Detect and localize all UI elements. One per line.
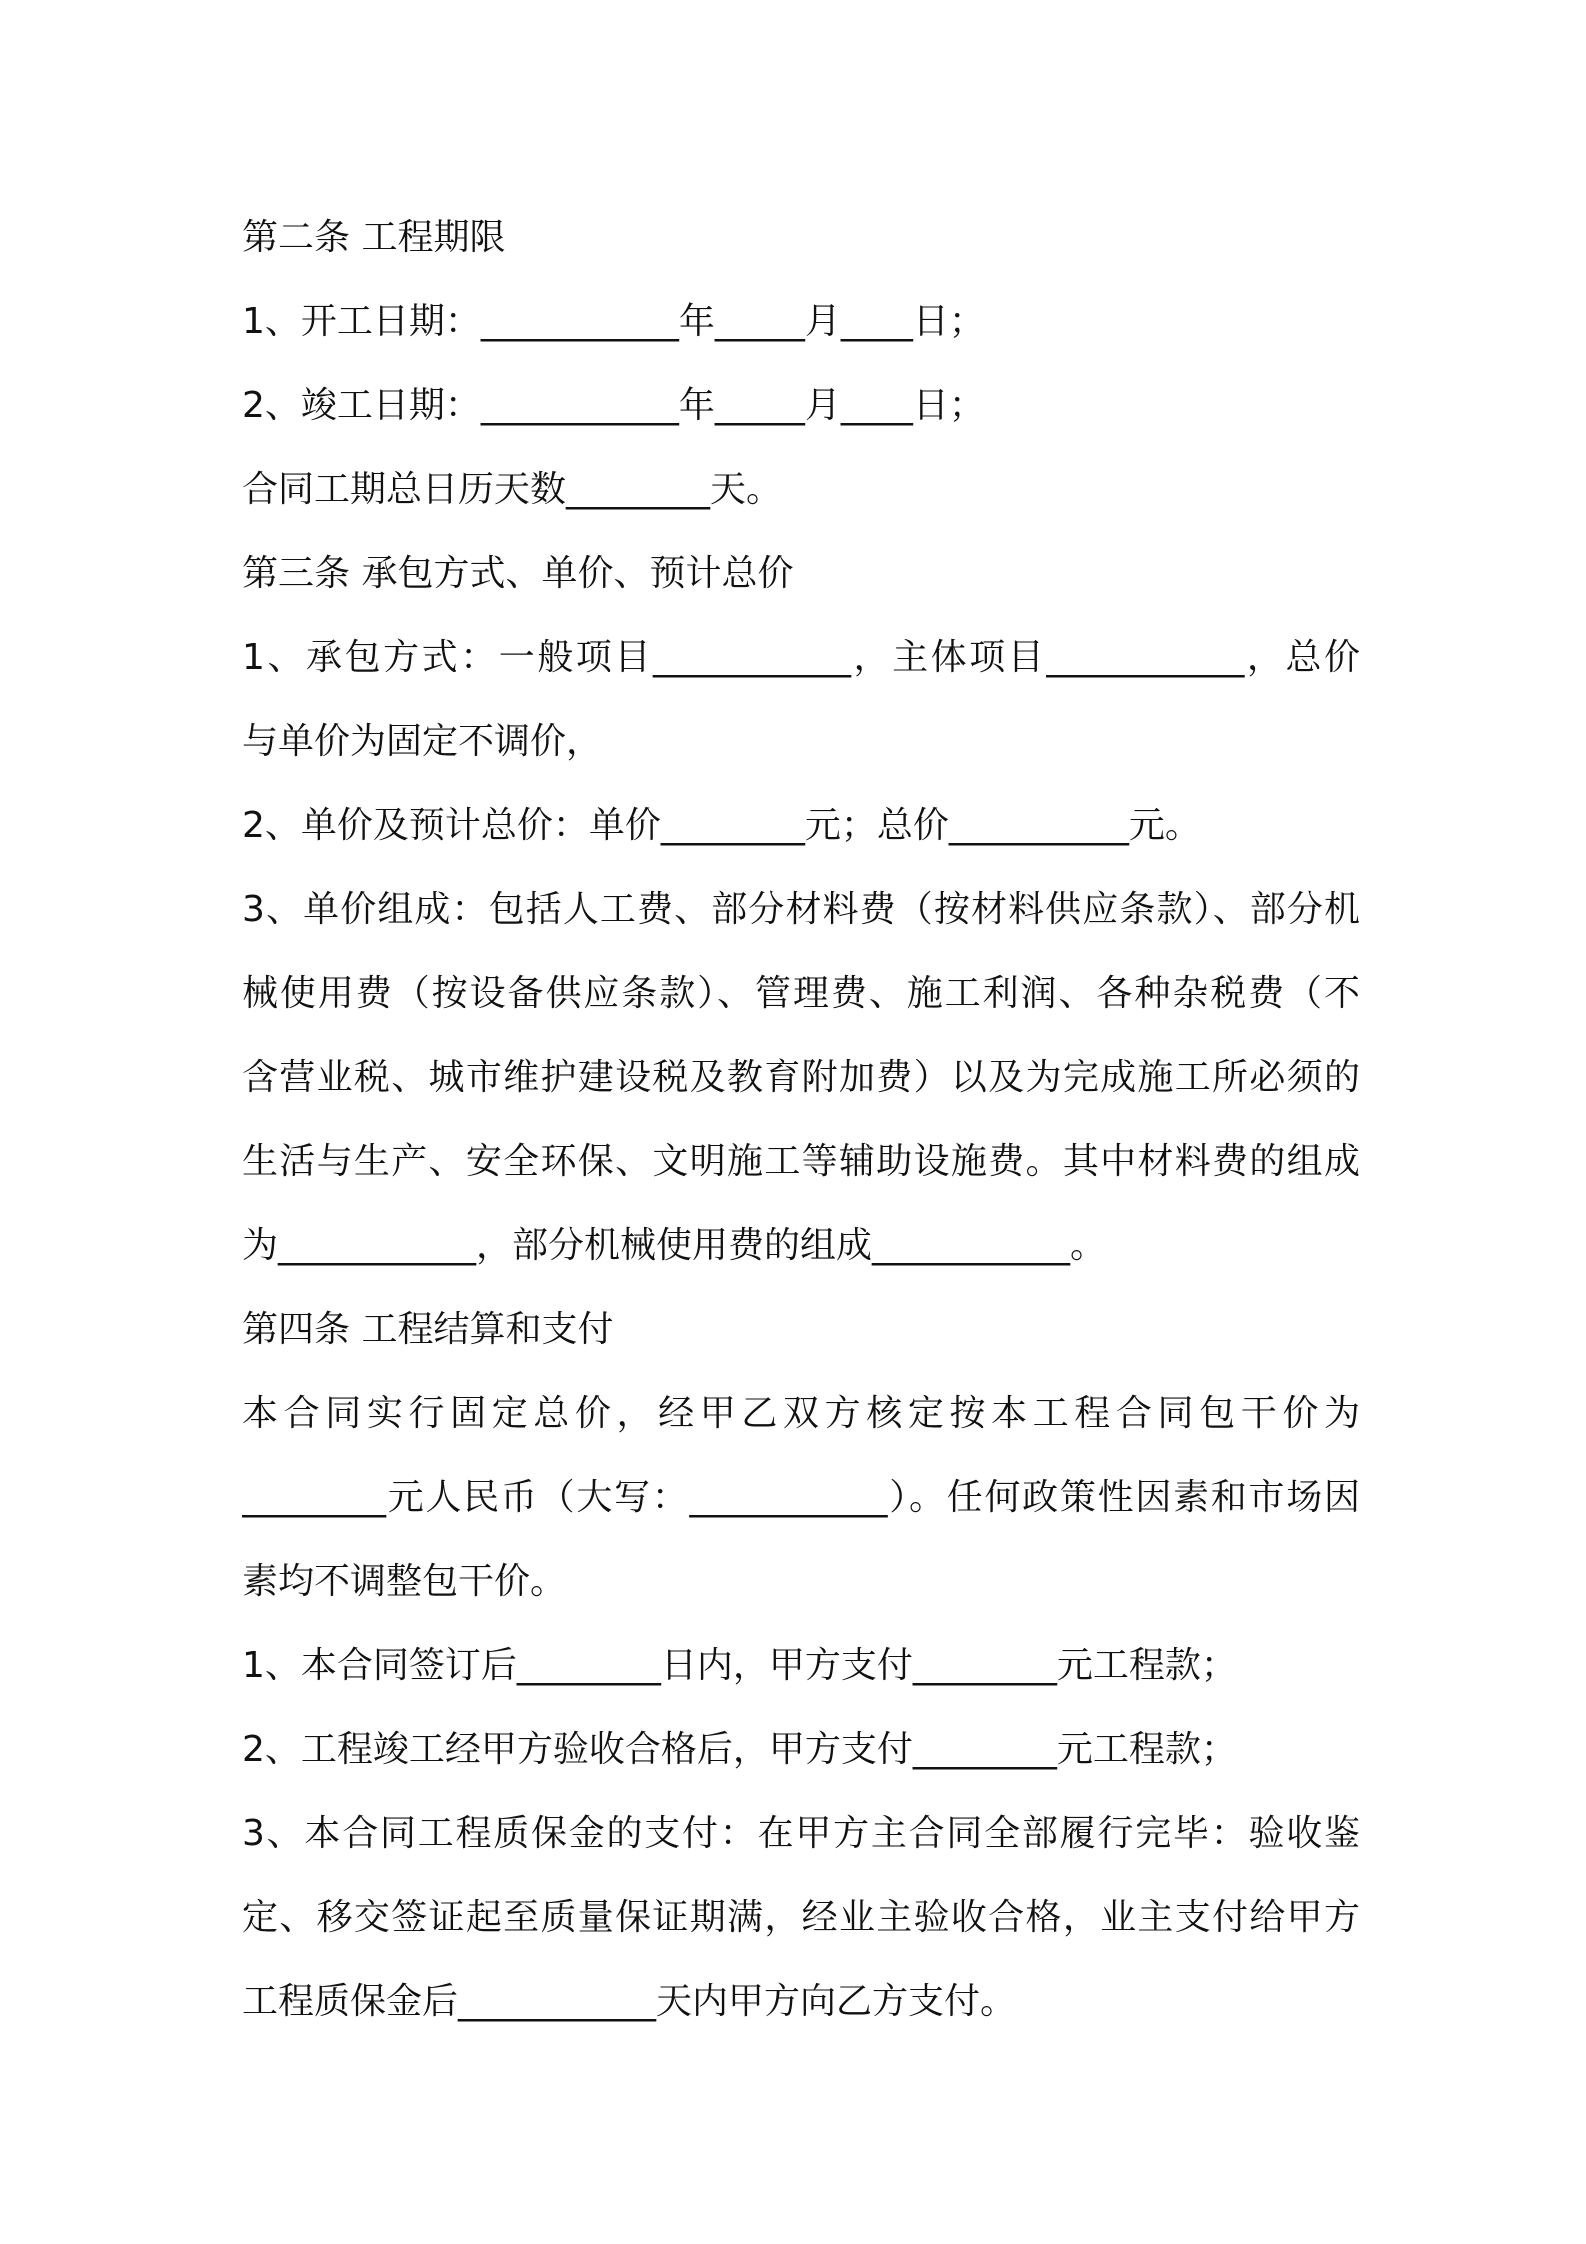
article-2-heading: 第二条 工程期限 [242, 217, 506, 258]
article-3-heading: 第三条 承包方式、单价、预计总价 [242, 553, 794, 594]
settlement-paragraph-line-3: 素均不调整包干价。 [242, 1561, 567, 1602]
price-composition-line-4: 生活与生产、安全环保、文明施工等辅助设施费。其中材料费的组成 [242, 1141, 1360, 1182]
start-date-line: 1、开工日期：___________年_____月____日； [242, 301, 985, 342]
payment-item-3-line-3: 工程质保金后___________天内甲方向乙方支付。 [242, 1981, 1017, 2022]
payment-item-3-line-1: 3、本合同工程质保金的支付：在甲方主合同全部履行完毕：验收鉴 [242, 1813, 1360, 1854]
article-4-heading: 第四条 工程结算和支付 [242, 1309, 614, 1350]
contract-method-line: 1、承包方式：一般项目___________，主体项目___________，总价 [242, 637, 1360, 678]
payment-item-2: 2、工程竣工经甲方验收合格后，甲方支付________元工程款； [242, 1729, 1237, 1770]
document-body [242, 196, 1360, 2044]
payment-item-1: 1、本合同签订后________日内，甲方支付________元工程款； [242, 1645, 1237, 1686]
total-days-line: 合同工期总日历天数________天。 [242, 469, 783, 510]
unit-price-line: 2、单价及预计总价：单价________元；总价__________元。 [242, 805, 1201, 846]
settlement-paragraph-line-1: 本合同实行固定总价，经甲乙双方核定按本工程合同包干价为 [242, 1393, 1360, 1434]
contract-method-line-cont: 与单价为固定不调价， [242, 721, 603, 762]
price-composition-line-2: 械使用费（按设备供应条款）、管理费、施工利润、各种杂税费（不 [242, 973, 1360, 1014]
price-composition-line-5: 为___________，部分机械使用费的组成___________。 [242, 1225, 1107, 1266]
completion-date-line: 2、竣工日期：___________年_____月____日； [242, 385, 985, 426]
price-composition-line-1: 3、单价组成：包括人工费、部分材料费（按材料供应条款）、部分机 [242, 889, 1360, 930]
settlement-paragraph-line-2: ________元人民币（大写：___________）。任何政策性因素和市场因 [242, 1477, 1360, 1518]
payment-item-3-line-2: 定、移交签证起至质量保证期满，经业主验收合格，业主支付给甲方 [242, 1897, 1360, 1938]
price-composition-line-3: 含营业税、城市维护建设税及教育附加费）以及为完成施工所必须的 [242, 1057, 1360, 1098]
